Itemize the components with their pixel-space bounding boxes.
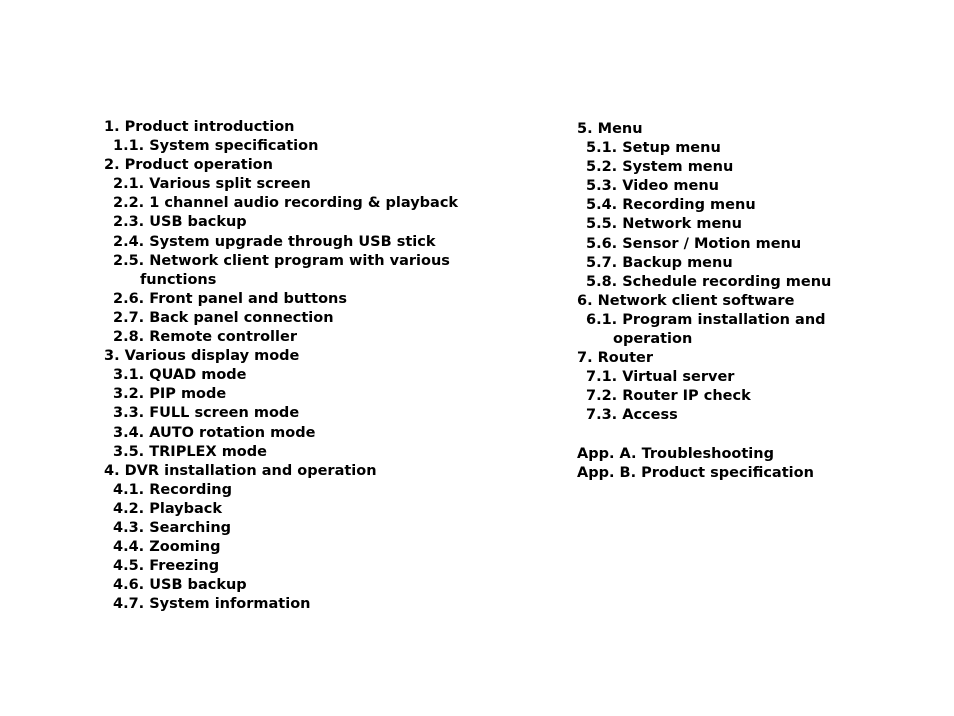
toc-entry-text: 4.6. USB backup: [113, 577, 247, 594]
toc-entry-text: 2.2. 1 channel audio recording & playback: [113, 195, 459, 212]
toc-entry-text: 7.2. Router IP check: [586, 388, 751, 405]
toc-entry-continuation: operation: [613, 331, 693, 348]
toc-section: [104, 481, 524, 500]
toc-entry-text: 6. Network client software: [577, 292, 795, 309]
toc-entry-text: 4.5. Freezing: [113, 558, 220, 575]
toc-chapter: [577, 464, 937, 483]
toc-section: [577, 368, 937, 387]
toc-entry-text: 4.2. Playback: [113, 500, 223, 517]
toc-entry-text: 4.4. Zooming: [113, 539, 221, 556]
toc-chapter: [577, 445, 937, 464]
toc-entry-text: 4.7. System information: [113, 596, 311, 613]
toc-section: [577, 177, 937, 196]
toc-entry-text: 5.5. Network menu: [586, 216, 742, 233]
toc-entry-text: 2.1. Various split screen: [113, 176, 311, 193]
toc-section: [104, 500, 524, 519]
toc-entry-text: 5. Menu: [577, 121, 643, 137]
toc-entry-text: 3.2. PIP mode: [113, 386, 227, 403]
toc-entry-text: 2.5. Network client program with various: [113, 252, 450, 269]
toc-entry-text: App. B. Product specification: [577, 464, 814, 481]
toc-section: [577, 158, 937, 177]
toc-entry-text: 3.1. QUAD mode: [113, 367, 247, 384]
toc-chapter: [104, 462, 524, 481]
toc-section: [577, 254, 937, 273]
toc-right-column: [577, 120, 937, 483]
toc-section: [104, 252, 524, 290]
toc-section: [104, 424, 524, 443]
toc-chapter: [577, 292, 937, 311]
toc-chapter: [104, 118, 524, 137]
toc-section: [577, 406, 937, 425]
toc-entry-text: 2.3. USB backup: [113, 214, 247, 231]
toc-section: [104, 557, 524, 576]
toc-entry-text: 4.1. Recording: [113, 481, 233, 498]
toc-entry-text: 5.7. Backup menu: [586, 254, 733, 271]
toc-entry-text: 1.1. System specification: [113, 138, 319, 155]
toc-section: [104, 443, 524, 462]
toc-entry-text: 6.1. Program installation and: [586, 311, 826, 328]
toc-entry-text: 7. Router: [577, 350, 654, 367]
toc-chapter: [577, 120, 937, 139]
toc-entry-text: 7.1. Virtual server: [586, 369, 735, 386]
toc-section: [104, 576, 524, 595]
toc-entry-text: 2.4. System upgrade through USB stick: [113, 233, 436, 250]
toc-entry-text: 5.6. Sensor / Motion menu: [586, 235, 802, 252]
toc-entry-text: 3.4. AUTO rotation mode: [113, 424, 316, 441]
toc-section: [104, 233, 524, 252]
toc-entry-text: 3.3. FULL screen mode: [113, 405, 300, 422]
toc-entry-text: 3. Various display mode: [104, 348, 300, 365]
toc-section: [577, 273, 937, 292]
toc-section: [104, 309, 524, 328]
toc-entry-text: 2. Product operation: [104, 157, 273, 174]
toc-entry-text: 5.1. Setup menu: [586, 140, 721, 157]
toc-entry-text: 2.6. Front panel and buttons: [113, 290, 347, 307]
toc-entry-text: 5.8. Schedule recording menu: [586, 273, 832, 290]
toc-section: [577, 215, 937, 234]
toc-entry-text: 2.7. Back panel connection: [113, 309, 334, 326]
toc-section: [104, 175, 524, 194]
toc-entry-text: 4. DVR installation and operation: [104, 462, 377, 479]
toc-entry-text: 5.3. Video menu: [586, 178, 719, 195]
toc-section: [577, 387, 937, 406]
toc-section: [104, 595, 524, 614]
toc-left-column: [104, 118, 524, 614]
toc-entry-text: 2.8. Remote controller: [113, 329, 297, 346]
toc-entry-text: App. A. Troubleshooting: [577, 445, 774, 462]
toc-entry-text: 5.2. System menu: [586, 159, 734, 176]
toc-section: [104, 385, 524, 404]
toc-entry-text: 7.3. Access: [586, 407, 678, 424]
toc-section: [104, 137, 524, 156]
toc-spacer: [577, 426, 937, 445]
toc-entry-text: 5.4. Recording menu: [586, 197, 756, 214]
toc-section: [104, 366, 524, 385]
toc-entry-text: 1. Product introduction: [104, 119, 295, 135]
toc-section: [104, 519, 524, 538]
toc-section: [104, 213, 524, 232]
toc-section: [104, 328, 524, 347]
toc-chapter: [577, 349, 937, 368]
toc-entry-continuation: functions: [140, 271, 217, 288]
toc-chapter: [104, 347, 524, 366]
toc-section: [577, 139, 937, 158]
toc-section: [104, 194, 524, 213]
toc-section: [104, 538, 524, 557]
toc-section: [577, 235, 937, 254]
toc-entry-text: 3.5. TRIPLEX mode: [113, 443, 267, 460]
toc-entry-text: 4.3. Searching: [113, 519, 232, 536]
toc-section: [577, 311, 937, 349]
toc-chapter: [104, 156, 524, 175]
toc-section: [577, 196, 937, 215]
toc-section: [104, 290, 524, 309]
toc-section: [104, 404, 524, 423]
